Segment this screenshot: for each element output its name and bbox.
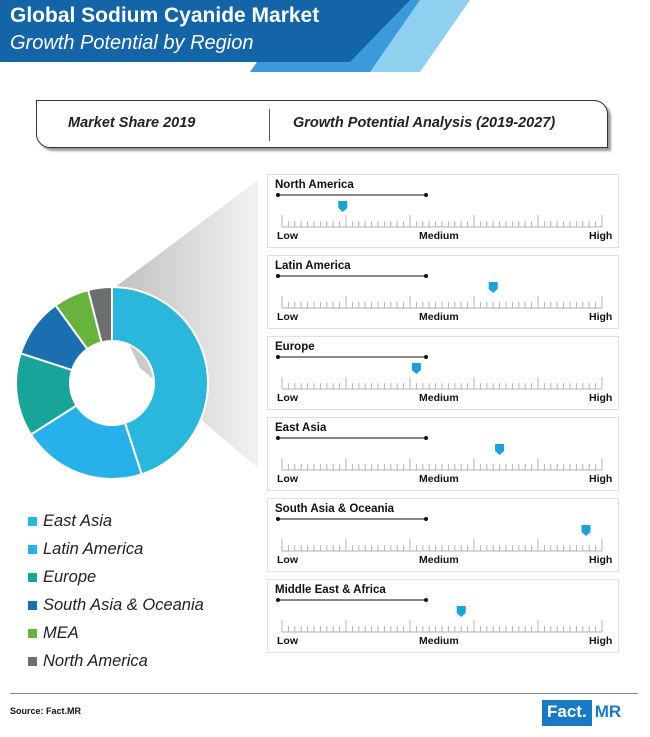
pie-legend [28, 507, 204, 675]
legend-swatch-north-america [28, 657, 37, 666]
donut-chart [0, 150, 260, 490]
market-share-heading: Market Share 2019 [68, 115, 196, 131]
growth-marker [412, 363, 421, 374]
scale-medium-label: Medium [419, 554, 459, 566]
reference-dot [424, 355, 428, 359]
reference-dot [424, 274, 428, 278]
legend-swatch-south-asia-oceania [28, 601, 37, 610]
scale-low-label: Low [277, 392, 298, 404]
legend-label: South Asia & Oceania [43, 595, 204, 614]
scale-medium-label: Medium [419, 392, 459, 404]
growth-marker [338, 201, 347, 212]
legend-label: MEA [43, 623, 79, 642]
region-name: Middle East & Africa [275, 584, 386, 596]
reference-dot [276, 274, 280, 278]
footer-divider [10, 693, 638, 694]
scale-low-label: Low [277, 635, 298, 647]
scale-high-label: High [589, 554, 613, 566]
scale-medium-label: Medium [419, 230, 459, 242]
section-headers [36, 100, 608, 148]
scale-high-label: High [589, 473, 613, 485]
legend-item [28, 647, 204, 675]
region-card-east-asia [267, 417, 619, 491]
growth-potential-heading: Growth Potential Analysis (2019-2027) [293, 115, 556, 131]
source-note: Source: Fact.MR [10, 706, 82, 716]
page-subtitle: Growth Potential by Region [10, 32, 254, 54]
legend-label: North America [43, 651, 148, 670]
legend-item [28, 563, 204, 591]
legend-label: East Asia [43, 511, 113, 530]
region-card-europe [267, 336, 619, 410]
reference-dot [276, 517, 280, 521]
scale-low-label: Low [277, 311, 298, 323]
legend-item [28, 507, 204, 535]
growth-marker [489, 282, 498, 293]
reference-dot [276, 193, 280, 197]
region-name: North America [275, 179, 354, 191]
factmr-logo [542, 700, 625, 726]
region-card-middle-east-africa [267, 579, 619, 653]
growth-marker [457, 606, 466, 617]
reference-dot [276, 355, 280, 359]
scale-low-label: Low [277, 473, 298, 485]
page-title: Global Sodium Cyanide Market [10, 4, 320, 27]
legend-swatch-mea [28, 629, 37, 638]
scale-high-label: High [589, 635, 613, 647]
scale-medium-label: Medium [419, 473, 459, 485]
legend-item [28, 535, 204, 563]
region-card-south-asia-oceania [267, 498, 619, 572]
scale-low-label: Low [277, 230, 298, 242]
logo-text-left: Fact. [542, 700, 592, 726]
reference-dot [424, 598, 428, 602]
reference-dot [424, 517, 428, 521]
scale-medium-label: Medium [419, 311, 459, 323]
reference-dot [424, 436, 428, 440]
reference-dot [424, 193, 428, 197]
legend-swatch-europe [28, 573, 37, 582]
logo-text-right: MR [592, 700, 625, 726]
legend-label: Latin America [43, 539, 144, 558]
legend-swatch-latin-america [28, 545, 37, 554]
scale-medium-label: Medium [419, 635, 459, 647]
scale-high-label: High [589, 392, 613, 404]
region-name: South Asia & Oceania [275, 503, 395, 515]
legend-label: Europe [43, 567, 97, 586]
scale-high-label: High [589, 311, 613, 323]
reference-dot [276, 436, 280, 440]
region-name: East Asia [275, 422, 327, 434]
donut-slices [16, 287, 208, 479]
growth-marker [495, 444, 504, 455]
scale-high-label: High [589, 230, 613, 242]
legend-swatch-east-asia [28, 517, 37, 526]
scale-low-label: Low [277, 554, 298, 566]
legend-item [28, 619, 204, 647]
section-divider [269, 109, 270, 141]
region-card-north-america [267, 174, 619, 248]
region-name: Europe [275, 341, 315, 353]
region-card-latin-america [267, 255, 619, 329]
header-banner [0, 0, 650, 72]
region-name: Latin America [275, 260, 351, 272]
legend-item [28, 591, 204, 619]
growth-marker [582, 525, 591, 536]
reference-dot [276, 598, 280, 602]
